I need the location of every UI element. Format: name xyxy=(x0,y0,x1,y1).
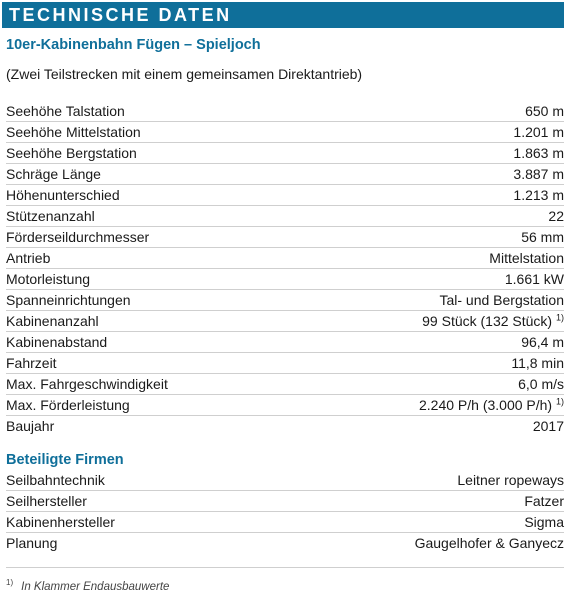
row-value-text: 1.661 kW xyxy=(504,271,564,287)
row-value-text: 56 mm xyxy=(521,229,564,245)
table-row xyxy=(6,332,564,353)
row-value xyxy=(241,512,564,533)
row-label: Schräge Länge xyxy=(6,164,300,185)
row-value-text: 2017 xyxy=(532,418,564,434)
row-value xyxy=(300,311,564,332)
table-row xyxy=(6,470,564,491)
row-value xyxy=(300,248,564,269)
table-row xyxy=(6,290,564,311)
row-label: Förderseildurchmesser xyxy=(6,227,300,248)
row-value-text: Tal- und Bergstation xyxy=(439,292,564,308)
row-label: Antrieb xyxy=(6,248,300,269)
table-row xyxy=(6,143,564,164)
specs-table xyxy=(6,101,564,436)
row-value-text: 650 m xyxy=(525,103,564,119)
row-value xyxy=(300,374,564,395)
row-label: Fahrzeit xyxy=(6,353,300,374)
row-value xyxy=(300,206,564,227)
table-row xyxy=(6,395,564,416)
table-row xyxy=(6,374,564,395)
table-row xyxy=(6,269,564,290)
footnote-text: In Klammer Endausbauwerte xyxy=(21,580,170,593)
footnote-mark: 1) xyxy=(6,578,14,587)
row-value-text: 99 Stück (132 Stück) xyxy=(422,313,553,329)
row-value-text: 1.201 m xyxy=(513,124,564,140)
row-value-text: Fatzer xyxy=(524,493,564,509)
table-row xyxy=(6,533,564,554)
row-value xyxy=(300,185,564,206)
row-value xyxy=(300,395,564,416)
row-label: Seilbahntechnik xyxy=(6,470,241,491)
row-value xyxy=(241,470,564,491)
row-value-text: Gaugelhofer & Ganyecz xyxy=(414,535,564,551)
row-value xyxy=(300,143,564,164)
row-value-text: Leitner ropeways xyxy=(457,472,564,488)
row-value-text: 1.863 m xyxy=(513,145,564,161)
footnote-ref: 1) xyxy=(555,396,564,407)
row-value-text: 6,0 m/s xyxy=(518,376,564,392)
table-row xyxy=(6,164,564,185)
row-value xyxy=(300,269,564,290)
companies-table xyxy=(6,470,564,553)
row-value xyxy=(300,416,564,437)
row-label: Kabinenabstand xyxy=(6,332,300,353)
table-row xyxy=(6,311,564,332)
table-row xyxy=(6,101,564,122)
header-bar xyxy=(2,2,564,28)
lift-name: 10er-Kabinenbahn Fügen – Spieljoch xyxy=(6,37,261,53)
row-label: Höhenunterschied xyxy=(6,185,300,206)
companies-title: Beteiligte Firmen xyxy=(6,452,124,468)
row-value xyxy=(241,533,564,554)
table-row xyxy=(6,227,564,248)
table-row xyxy=(6,353,564,374)
row-value xyxy=(300,290,564,311)
row-label: Seehöhe Talstation xyxy=(6,101,300,122)
row-value xyxy=(300,353,564,374)
row-label: Planung xyxy=(6,535,58,551)
row-label: Spanneinrichtungen xyxy=(6,290,300,311)
row-value-text: 22 xyxy=(548,208,564,224)
footnote-ref: 1) xyxy=(555,312,564,323)
footer-divider xyxy=(6,567,564,568)
footnote xyxy=(2,578,564,593)
row-value-text: 11,8 min xyxy=(511,355,564,371)
table-row xyxy=(6,206,564,227)
row-label: Max. Förderleistung xyxy=(6,395,300,416)
lift-note: (Zwei Teilstrecken mit einem gemeinsamen Direktantrieb) xyxy=(6,66,363,82)
table-row xyxy=(6,185,564,206)
row-value-text: 96,4 m xyxy=(521,334,564,350)
table-row xyxy=(6,122,564,143)
row-value-text: Sigma xyxy=(524,514,564,530)
row-value xyxy=(300,164,564,185)
row-label: Motorleistung xyxy=(6,269,300,290)
row-label: Seilhersteller xyxy=(6,491,241,512)
row-value xyxy=(300,122,564,143)
row-label: Seehöhe Bergstation xyxy=(6,143,300,164)
row-value-text: 3.887 m xyxy=(513,166,564,182)
table-row xyxy=(6,416,564,437)
row-label: Max. Fahrgeschwindigkeit xyxy=(6,374,300,395)
row-value xyxy=(300,101,564,122)
table-row xyxy=(6,512,564,533)
row-value-text: 1.213 m xyxy=(513,187,564,203)
row-value xyxy=(241,491,564,512)
row-value-text: 2.240 P/h (3.000 P/h) xyxy=(419,397,553,413)
row-label: Baujahr xyxy=(6,418,55,434)
row-label: Kabinenhersteller xyxy=(6,512,241,533)
row-label: Seehöhe Mittelstation xyxy=(6,122,300,143)
technical-data-sheet xyxy=(2,2,564,593)
row-value xyxy=(300,227,564,248)
table-row xyxy=(6,248,564,269)
header-title: TECHNISCHE DATEN xyxy=(9,5,232,25)
row-label: Kabinenanzahl xyxy=(6,311,300,332)
row-value xyxy=(300,332,564,353)
row-label: Stützenanzahl xyxy=(6,206,300,227)
table-row xyxy=(6,491,564,512)
row-value-text: Mittelstation xyxy=(489,250,564,266)
